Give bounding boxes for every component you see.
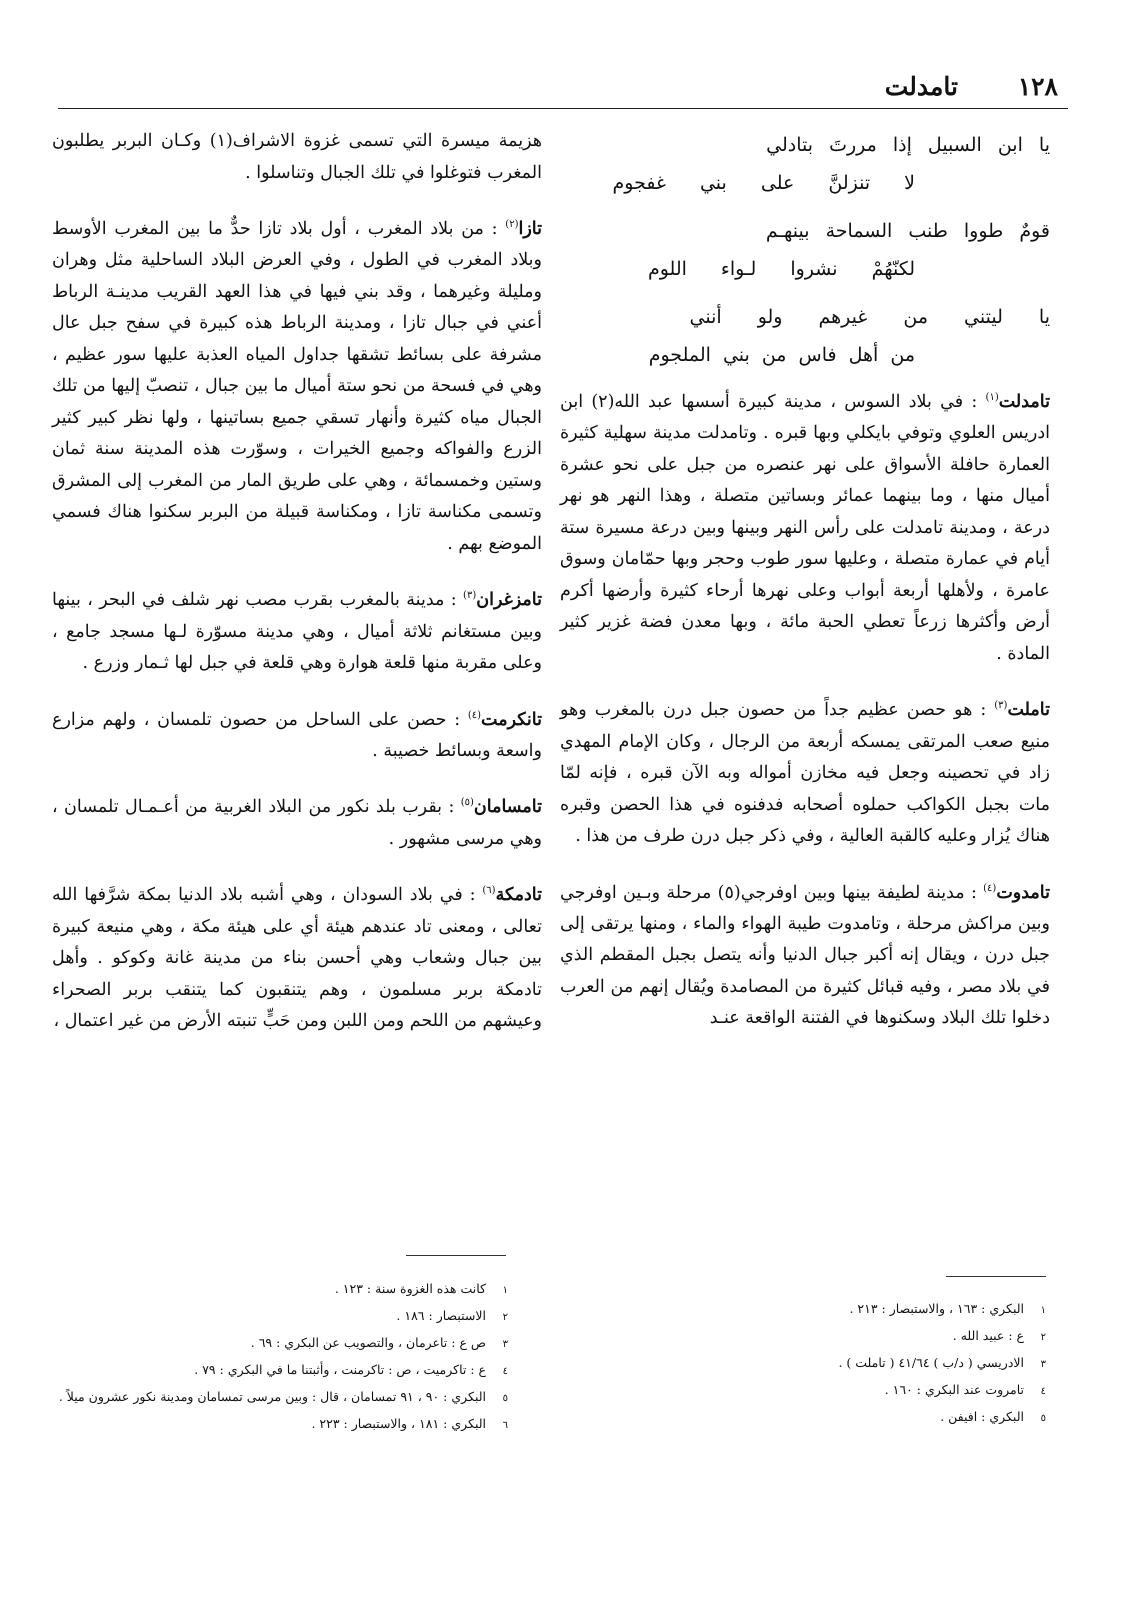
entry-tamazghran xyxy=(52,580,542,679)
footnote-number: ٢ xyxy=(1040,1332,1046,1343)
footnote-number: ٥ xyxy=(502,1393,508,1404)
entry-headword: تانكرمت xyxy=(481,709,542,730)
footnote xyxy=(28,1357,508,1384)
entry-text: : من بلاد المغرب ، أول بلاد تازا حدٌّ ما بين المغرب الأوسط وبلاد المغرب في الطول ، وفي العرض البلاد الساحلية مثل وهران ومليلة وغيرهما ، وقد بني فيها في هذا العهد القريب مدينـة الرباط أعني في جبال تازا ، ومدينة الرباط هذه كبيرة في سفح جبل عال مشرفة على بسائط تشقها جداول المياه العذبة عليها سور عظيم ، وهي في فسحة من نحو ستة أميال ما بين جبال ، تنصبّ إليها من تلك الجبال مياه كثيرة وأنهار تسقي جميع بساتينها ، ولها نظر كبير كثير الزرع والفواكه وجميع الخيرات ، وسوّرت هذه المدينة سنة ثمان وستين وخمسمائة ، وهي على طريق المار من المغرب إلى المشرق وتسمى مكناسة تازا ، ومكناسة قبيلة من البربر سكنوا هناك فسمي الموضع بهم . xyxy=(51,218,542,554)
footnote-text: ص ع : تاعرمان ، والتصويب عن البكري : ٦٩ . xyxy=(250,1335,486,1350)
footnote-number: ٢ xyxy=(502,1312,508,1323)
entry-headword: تادمكة xyxy=(495,885,542,906)
entry-text: : في بلاد السوس ، مدينة كبيرة أسسها عبد الله(٢) ابن ادريس العلوي وتوفي بايكلي وبها قبره . وتامدلت مدينة سهلية كثيرة العمارة حافلة الأسواق على نهر عنصره من جبل على نحو عشرة أميال منها ، وما بينهما عمائر وبساتين متصلة ، وهذا النهر هو نهر درعة ، ومدينة تامدلت على رأس النهر وبينها وبين درعة مسيرة ستة أيام في عمارة متصلة ، وعليها سور طوب وحجر وبها حمّامان وسوق عامرة ، ولأهلها أربعة أبواب وعلى نهرها أرحاء كثيرة وأرضها أكرم أرض وأكثرها زرعاً تعطي الحبة مائة ، وبها معدن فضة غزير كثير المادة . xyxy=(560,391,1050,664)
footnotes-left xyxy=(28,1276,508,1438)
entry-text: هزيمة ميسرة التي تسمى غزوة الاشراف(١) وكـان البربر يطلبون المغرب فتوغلوا في تلك الجبال وتناسلوا . xyxy=(52,131,542,183)
footnote-ref: (٤) xyxy=(467,709,482,721)
footnote-ref: (٥) xyxy=(460,797,474,809)
footnote-number: ٣ xyxy=(1040,1359,1046,1370)
header-rule xyxy=(58,108,1068,109)
footnote-text: كانت هذه الغزوة سنة : ١٢٣ . xyxy=(334,1281,486,1296)
footnote-text: البكري : ١٦٣ ، والاستبصار : ٢١٣ . xyxy=(849,1301,1024,1316)
footnote-number: ٤ xyxy=(502,1366,508,1377)
page-number: ١٢٨ xyxy=(1017,72,1058,101)
footnote xyxy=(28,1330,508,1357)
footnote-text: تامروت عند البكري : ١٦٠ . xyxy=(884,1382,1024,1397)
footnote xyxy=(28,1276,508,1303)
footnote xyxy=(566,1296,1046,1323)
entry-tamsaman xyxy=(52,787,542,855)
footnote-text: ع : عبيد الله . xyxy=(952,1328,1024,1343)
footnote xyxy=(28,1411,508,1438)
entry-text: : هو حصن عظيم جداً من حصون جبل درن بالمغرب وهو منيع صعب المرتقى يمسكه أربعة من الرجال ، وكان الإمام المهدي زاد في تحصينه وجعل فيه مخازن أمواله وبه الآن قبره ، فإنه لمّا مات بجبل الكواكب حملوه أصحابه فدفنوه في هذا الحصن وقبره هناك يُزار وعليه كالقبة العالية ، وفي ذكر جبل درن طرف من هذا . xyxy=(560,700,1050,847)
entry-tankramt xyxy=(52,700,542,768)
poem-line: قومٌ طووا طنب السماحة بينهـم xyxy=(765,220,1050,242)
footnote-number: ١ xyxy=(1040,1305,1046,1316)
footnote-number: ٤ xyxy=(1040,1386,1046,1397)
footnote-rule-left xyxy=(406,1255,506,1256)
footnote-text: الادريسي ( د/ب ) ٤١/٦٤ ( تاملت ) . xyxy=(838,1355,1024,1370)
entry-text: : في بلاد السودان ، وهي أشبه بلاد الدنيا بمكة شرَّفها الله تعالى ، ومعنى تاد عندهم هيئة أي على هيئة مكة ، وهي منيعة كبيرة بين جبال وشعاب وهي أحسن بناء من مدينة غانة وكوكو . وأهل تادمكة بربر مسلمون ، وهم يتنقبون كما يتنقب بربر الصحراء وعيشهم من اللحم ومن اللبن ومن حَبٍّ تنبته الأرض من غير اعتمال ، xyxy=(52,885,542,1032)
entry-headword: تامزغران xyxy=(476,590,542,611)
footnote-number: ٣ xyxy=(502,1339,508,1350)
footnote-ref: (٣) xyxy=(463,590,477,602)
entry-tadmakka xyxy=(52,875,542,1037)
footnote-ref: (١) xyxy=(985,392,999,403)
footnote xyxy=(566,1377,1046,1404)
entry-tamadalt xyxy=(560,382,1050,670)
footnote xyxy=(566,1404,1046,1431)
footnote-ref: (٢) xyxy=(505,219,519,230)
entry-headword: تازا xyxy=(518,218,542,239)
entry-headword: تامدلت xyxy=(998,391,1050,412)
footnote-number: ٥ xyxy=(1040,1413,1046,1424)
running-title: تامدلت xyxy=(884,72,958,101)
entry-tamadut xyxy=(560,873,1050,1035)
footnote xyxy=(566,1323,1046,1350)
footnote-text: البكري : ٩٠ ، ٩١ تمسامان ، قال : وبين مرسى تمسامان ومدينة نكور عشرون ميلاً . xyxy=(58,1389,486,1404)
poem-line: يا ابن السبيل إذا مررتَ بتادلي xyxy=(766,134,1050,156)
entry-taza xyxy=(52,209,542,560)
footnote-ref: (٤) xyxy=(983,882,997,894)
footnote xyxy=(566,1350,1046,1377)
right-column xyxy=(560,126,1050,1055)
entry-headword: تامدوت xyxy=(996,882,1051,903)
left-column xyxy=(52,126,542,1058)
poem xyxy=(560,126,1050,374)
poem-line: من أهل فاس من بني الملجوم xyxy=(648,344,915,366)
footnote-ref: (٣) xyxy=(994,700,1008,712)
footnote-number: ١ xyxy=(502,1285,508,1296)
footnote-ref: (٦) xyxy=(482,885,496,897)
poem-line: يا ليتني من غيرهم ولو أنني xyxy=(689,306,1050,328)
footnote xyxy=(28,1384,508,1411)
footnote-number: ٦ xyxy=(502,1420,508,1431)
entry-text: : مدينة لطيفة بينها وبين اوفرجي(٥) مرحلة وبـين اوفرجي وبين مراكش مرحلة ، وتامدوت طيبة الهواء والماء ، ومنها يرتقى إلى جبل درن ، ويقال إنه أكبر جبال الدنيا وأنه يتصل بجبل المقطم الذي في بلاد مصر ، وفيه قبائل كثيرة من المصامدة ويُقال إنهم من العرب دخلوا تلك البلاد وسكنوها في الفتنة الواقعة عنـد xyxy=(560,882,1050,1029)
footnote-text: ع : تاكرميت ، ص : تاكرمنت ، وأثبتنا ما في البكري : ٧٩ . xyxy=(194,1362,486,1377)
entry-headword: تامسامان xyxy=(473,797,542,818)
footnote xyxy=(28,1303,508,1330)
entry-continuation xyxy=(52,126,542,189)
entry-text: : مدينة بالمغرب بقرب مصب نهر شلف في البحر ، بينها وبين مستغانم ثلاثة أميال ، وهي مدينة مسوّرة لـها مسجد جامع ، وعلى مقربة منها قلعة هوارة وهي قلعة في جبل لها ثـمار وزرع . xyxy=(52,590,542,674)
footnotes-right xyxy=(566,1296,1046,1431)
entry-text: : حصن على الساحل من حصون تلمسان ، ولهم مزارع واسعة وبسائط خصيبة . xyxy=(52,709,542,761)
entry-tamallat xyxy=(560,690,1050,852)
page-header xyxy=(58,72,1058,108)
entry-text: : بقرب بلد نكور من البلاد الغربية من أعـمـال تلمسان ، وهي مرسى مشهور . xyxy=(52,797,542,849)
footnote-text: البكري : ١٨١ ، والاستبصار : ٢٢٣ . xyxy=(311,1416,486,1431)
poem-line: لكنّهُمْ نشروا لـواء اللوم xyxy=(647,258,915,280)
entry-headword: تاملت xyxy=(1007,700,1050,721)
footnote-rule-right xyxy=(946,1276,1046,1277)
poem-line: لا تنزلنَّ على بني غفجوم xyxy=(612,172,915,194)
footnote-text: البكري : افيفن . xyxy=(940,1409,1024,1424)
footnote-text: الاستبصار : ١٨٦ . xyxy=(396,1308,486,1323)
